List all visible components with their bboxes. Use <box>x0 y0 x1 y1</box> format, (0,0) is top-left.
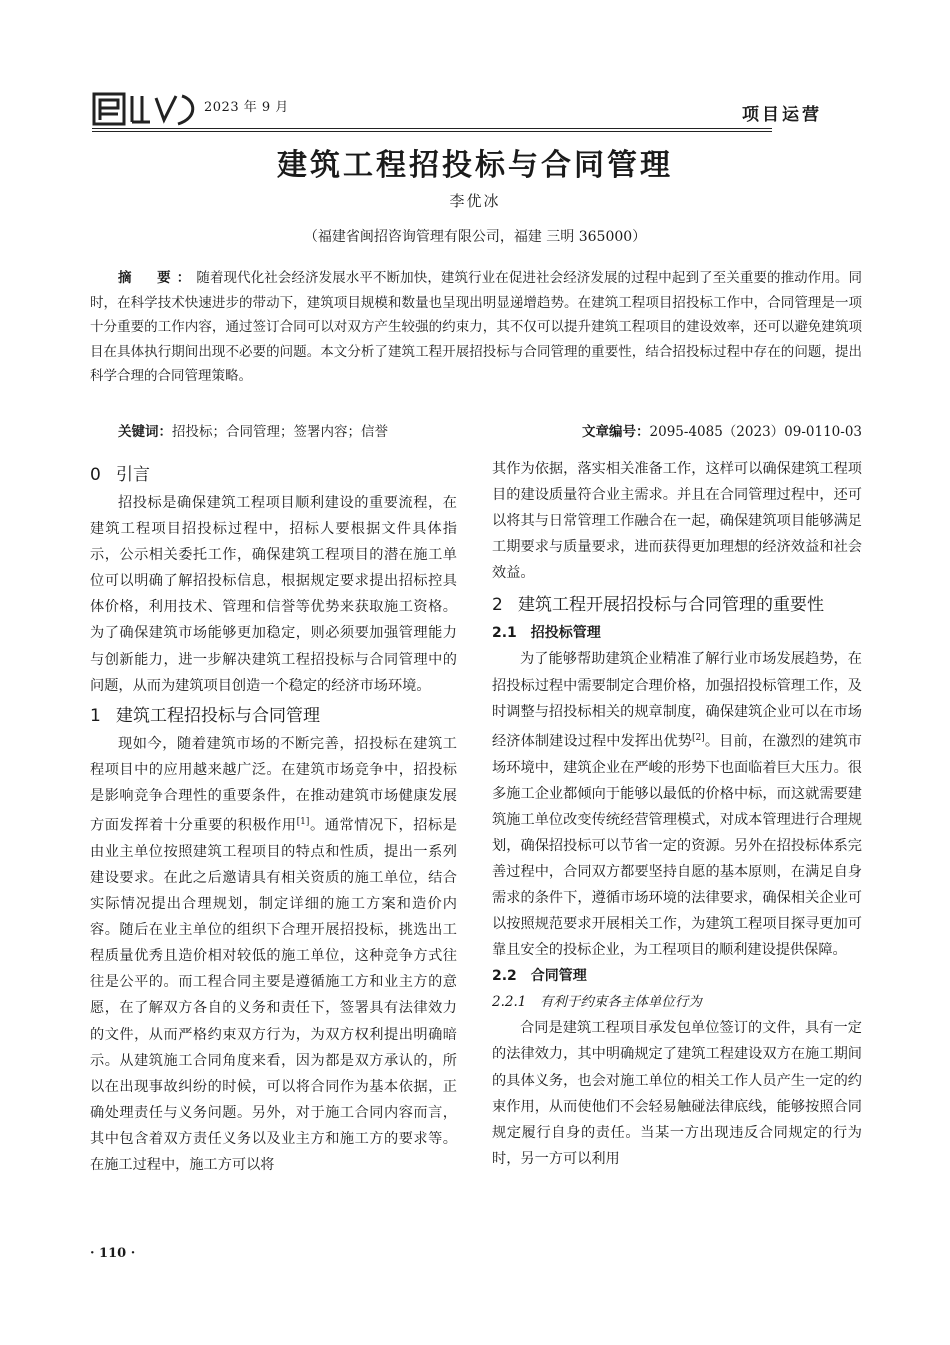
section-heading-2: 2 建筑工程开展招投标与合同管理的重要性 <box>492 595 824 616</box>
page-number: · 110 · <box>90 1246 136 1261</box>
right-column <box>492 456 862 1172</box>
paragraph-section-1: 现如今，随着建筑市场的不断完善，招投标在建筑工程项目中的应用越来越广泛。在建筑市场竞争中，招投标是影响竞争合理性的重要条件，在推动建筑市场健康发展方面发挥着十分重要的积极作用[1]。通常情况下，招标是由业主单位按照建筑工程项目的特点和性质，提出一系列建设要求。在此之后邀请具有相关资质的施工单位，结合实际情况提出合理规划，制定详细的施工方案和造价内容。随后在业主单位的组织下合理开展招投标，挑选出工程质量优秀且造价相对较低的施工单位，这种竞争方式往往是公平的。而工程合同主要是遵循施工方和业主方的意愿，在了解双方各自的义务和责任下，签署具有法律效力的文件，从而严格约束双方行为，为双方权利提出明确暗示。从建筑施工合同角度来看，因为都是双方承认的，所以在出现事故纠纷的时候，可以将合同作为基本依据，正确处理责任与义务问题。另外，对于施工合同内容而言，其中包含着双方责任义务以及业主方和施工方的要求等。在施工过程中，施工方可以将 <box>90 735 457 1173</box>
paragraph-2-2-1: 合同是建筑工程项目承发包单位签订的文件，具有一定的法律效力，其中明确规定了建筑工程建设双方在施工期间的具体义务，也会对施工单位的相关工作人员产生一定的约束作用，从而使他们不会轻易触碰法律底线，能够按照合同规定履行自身的责任。当某一方出现违反合同规定的行为时，另一方可以利用 <box>492 1020 862 1167</box>
keywords-label: 关键词： <box>118 424 172 440</box>
abstract-label: 摘 要： <box>118 270 197 286</box>
paragraph-2-1: 为了能够帮助建筑企业精准了解行业市场发展趋势，在招投标过程中需要制定合理价格，加强招投标管理工作，及时调整与招投标相关的规章制度，确保建筑企业可以在市场经济体制建设过程中发挥出优势[2]。目前，在激烈的建筑市场环境中，建筑企业在严峻的形势下也面临着巨大压力。很多施工企业都倾向于能够以最低的价格中标，而这就需要建筑施工单位改变传统经营管理模式，对成本管理进行合理规划，确保招投标可以节省一定的资源。另外在招投标体系完善过程中，合同双方都要坚持自愿的基本原则，在满足自身需求的条件下，遵循市场环境的法律要求，确保相关企业可以按照规范要求开展相关工作，为建筑工程项目探寻更加可靠且安全的投标企业，为工程项目的顺利建设提供保障。 <box>492 651 862 959</box>
article-title: 建筑工程招投标与合同管理 <box>277 148 673 183</box>
author-name: 李优冰 <box>449 192 501 210</box>
issue-date: 2023 年 9 月 <box>204 100 289 115</box>
section-heading-1: 1 建筑工程招投标与合同管理 <box>90 705 320 726</box>
article-number <box>570 420 862 440</box>
left-column <box>90 460 457 1178</box>
paragraph-intro: 招投标是确保建筑工程项目顺利建设的重要流程，在建筑工程项目招投标过程中，招标人要根据文件具体指示，公示相关委托工作，确保建筑工程项目的潜在施工单位可以明确了解招投标信息，根据规定要求提出招标控具体价格，利用技术、管理和信誉等优势来获取施工资格。为了确保建筑市场能够更加稳定，则必须要加强管理能力与创新能力，进一步解决建筑工程招投标与合同管理中的问题，从而为建筑项目创造一个稳定的经济市场环境。 <box>90 495 457 694</box>
abstract <box>90 266 862 389</box>
header-rule-thin <box>92 131 772 132</box>
subsection-heading-2-2-1: 2.2.1 有利于约束各主体单位行为 <box>492 994 702 1011</box>
citation-1[interactable]: [1] <box>296 817 310 828</box>
keywords-text: 招投标；合同管理；签署内容；信誉 <box>172 424 388 440</box>
journal-logo <box>92 90 200 128</box>
abstract-text: 随着现代化社会经济发展水平不断加快，建筑行业在促进社会经济发展的过程中起到了至关重要的推动作用。同时，在科学技术快速进步的带动下，建筑项目规模和数量也呈现出明显递增趋势。在建筑工程项目招投标工作中，合同管理是一项十分重要的工作内容，通过签订合同可以对双方产生较强的约束力，其不仅可以提升建筑工程项目的建设效率，还可以避免建筑项目在具体执行期间出现不必要的问题。本文分析了建筑工程开展招投标与合同管理的重要性，结合招投标过程中存在的问题，提出科学合理的合同管理策略。 <box>90 270 863 384</box>
section-heading-0: 0 引言 <box>90 465 150 485</box>
keywords <box>118 420 388 440</box>
header-rule <box>92 128 772 129</box>
section-label: 项目运营 <box>742 105 822 125</box>
subsection-heading-2-1: 2.1 招投标管理 <box>492 625 601 642</box>
article-number-label: 文章编号： <box>582 424 650 440</box>
subsection-heading-2-2: 2.2 合同管理 <box>492 968 587 985</box>
journal-logo-graphic <box>92 90 200 128</box>
author-affiliation: （福建省闽招咨询管理有限公司，福建 三明 365000） <box>303 229 647 245</box>
article-number-value: 2095-4085（2023）09-0110-03 <box>649 424 862 440</box>
citation-2[interactable]: [2] <box>692 732 705 743</box>
paragraph-continued: 其作为依据，落实相关准备工作，这样可以确保建筑工程项目的建设质量符合业主需求。并且在合同管理过程中，还可以将其与日常管理工作融合在一起，确保建筑项目能够满足工期要求与质量要求，进而获得更加理想的经济效益和社会效益。 <box>492 461 862 582</box>
